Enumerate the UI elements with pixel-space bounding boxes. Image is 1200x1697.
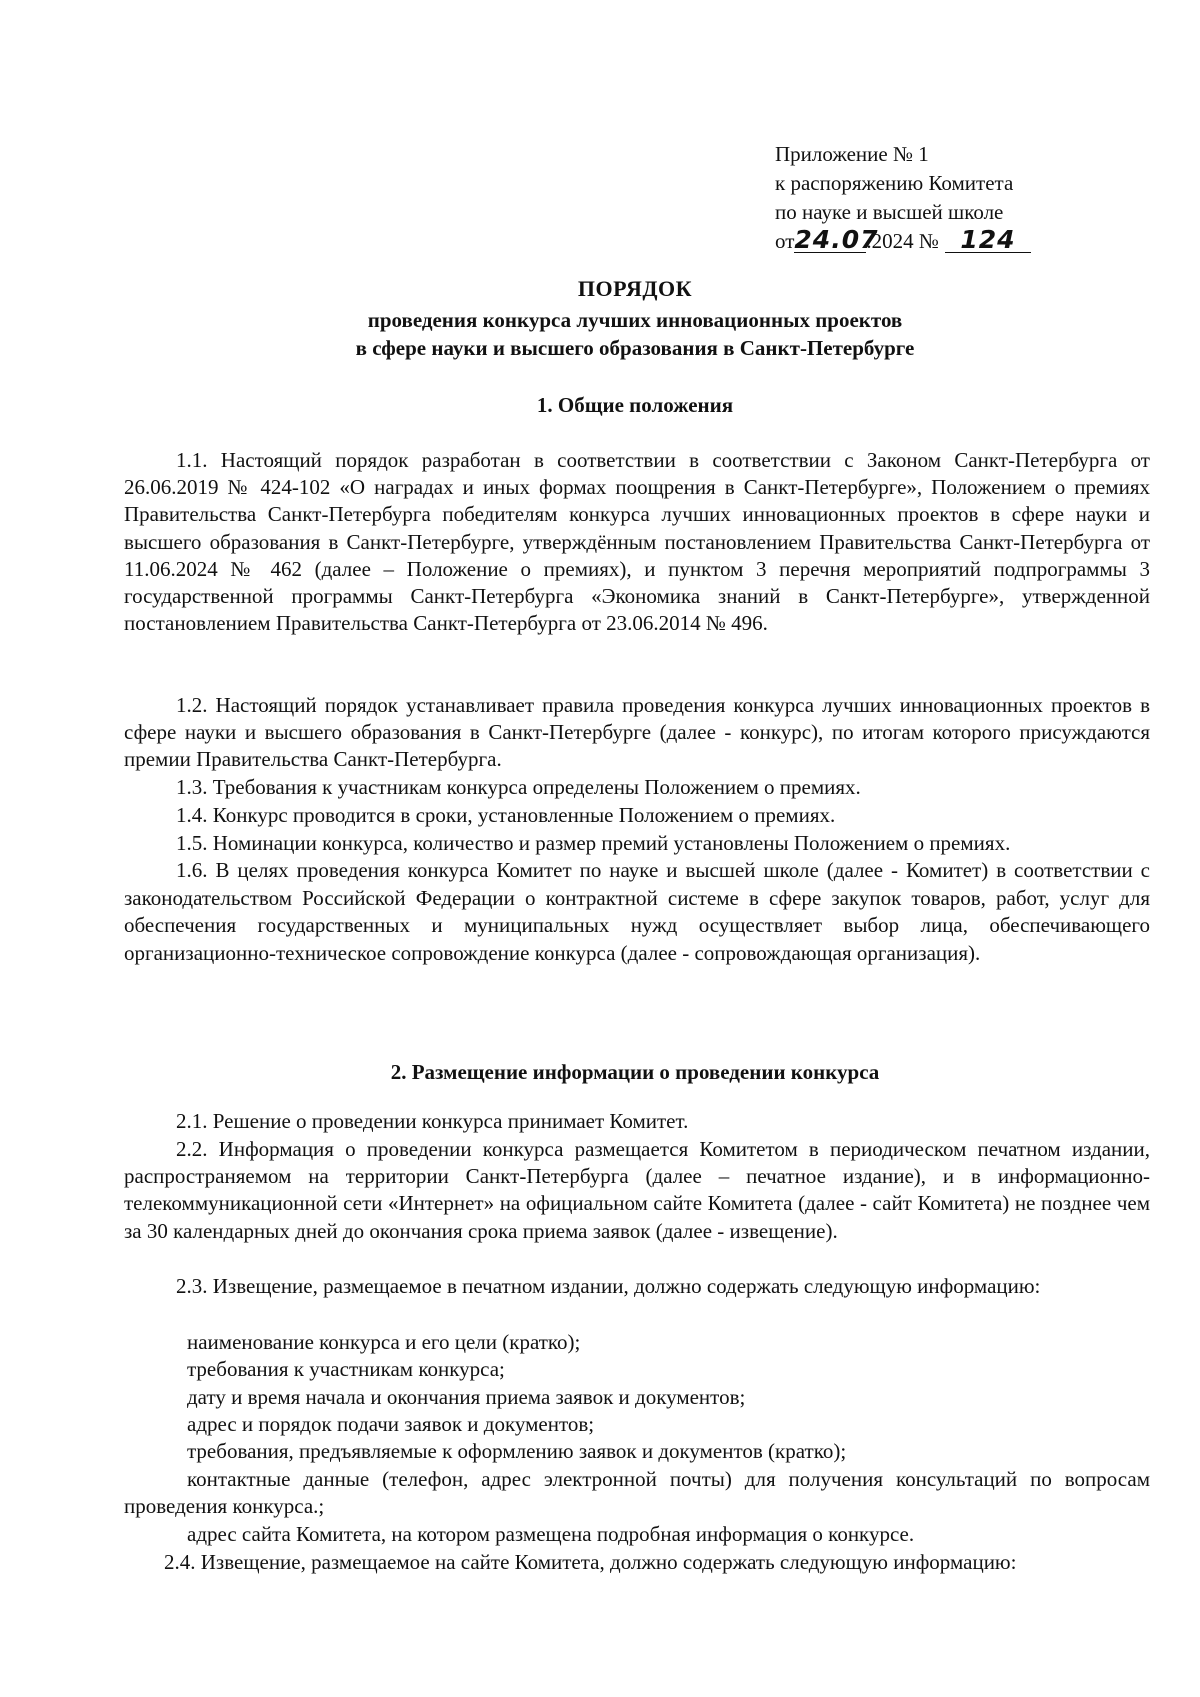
paragraph-1-3: 1.3. Требования к участникам конкурса определены Положением о премиях. xyxy=(176,775,861,799)
handwritten-number: 124 xyxy=(945,228,1031,253)
list-item: требования, предъявляемые к оформлению заявок и документов (кратко); xyxy=(187,1439,847,1463)
list-item: наименование конкурса и его цели (кратко); xyxy=(187,1330,581,1354)
paragraph-1-4: 1.4. Конкурс проводится в сроки, установленные Положением о премиях. xyxy=(176,803,836,827)
list-item-contacts: контактные данные (телефон, адрес электронной почты) для получения консультаций по вопросам проведения конкурса.; xyxy=(124,1467,1150,1519)
handwritten-date: 24.07 xyxy=(794,225,879,254)
paragraph-1-5: 1.5. Номинации конкурса, количество и размер премий установлены Положением о премиях. xyxy=(176,831,1011,855)
document-subtitle-line-2: в сфере науки и высшего образования в Санкт-Петербурге xyxy=(355,336,915,360)
paragraph-2-1: 2.1. Решение о проведении конкурса принимает Комитет. xyxy=(176,1109,689,1133)
paragraph-1-2: 1.2. Настоящий порядок устанавливает правила проведения конкурса лучших инновационных проектов в сфере науки и высшего образования в Санкт-Петербурге (далее - конкурс), по итогам которого присуждаются премии Правительства Санкт-Петербурга. xyxy=(124,693,1150,772)
list-item: дату и время начала и окончания приема заявок и документов; xyxy=(187,1385,746,1409)
annex-date-line xyxy=(775,227,1175,256)
annex-date-year: .2024 № xyxy=(866,229,939,253)
list-item-site: адрес сайта Комитета, на котором размещена подробная информация о конкурсе. xyxy=(187,1522,915,1546)
annex-line-3: по науке и высшей школе xyxy=(775,200,1004,224)
document-title: ПОРЯДОК xyxy=(577,276,693,301)
annex-date-prefix: от xyxy=(775,229,795,253)
paragraph-1-6: 1.6. В целях проведения конкурса Комитет по науке и высшей школе (далее - Комитет) в соответствии с законодательством Российской Федерации о контрактной системе в сфере закупок товаров, работ, услуг для обеспечения государственных и муниципальных нужд осуществляет выбор лица, обеспечивающего организационно-техническое сопровождение конкурса (далее - сопровождающая организация). xyxy=(124,858,1150,965)
annex-line-1: Приложение № 1 xyxy=(775,142,929,166)
paragraph-2-2: 2.2. Информация о проведении конкурса размещается Комитетом в периодическом печатном издании, распространяемом на территории Санкт-Петербурга (далее – печатное издание), и в информационно-телекоммуникационной сети «Интернет» на официальном сайте Комитета (далее - сайт Комитета) не позднее чем за 30 календарных дней до окончания срока приема заявок (далее - извещение). xyxy=(124,1137,1150,1243)
annex-line-2: к распоряжению Комитета xyxy=(775,171,1014,195)
document-subtitle-line-1: проведения конкурса лучших инновационных проектов xyxy=(367,308,903,332)
section-1-heading: 1. Общие положения xyxy=(536,393,734,417)
list-item: адрес и порядок подачи заявок и документов; xyxy=(187,1412,595,1436)
annex-header xyxy=(775,140,1175,256)
paragraph-2-3: 2.3. Извещение, размещаемое в печатном издании, должно содержать следующую информацию: xyxy=(176,1274,1041,1298)
paragraph-1-1: 1.1. Настоящий порядок разработан в соответствии в соответствии с Законом Санкт-Петербурга от 26.06.2019 № 424-102 «О наградах и иных формах поощрения в Санкт-Петербурге», Положением о премиях Правительства Санкт-Петербурга победителям конкурса лучших инновационных проектов в сфере науки и высшего образования в Санкт-Петербурге, утверждённым постановлением Правительства Санкт-Петербурга от 11.06.2024 № 462 (далее – Положение о премиях), и пунктом 3 перечня мероприятий подпрограммы 3 государственной программы Санкт-Петербурга «Экономика знаний в Санкт-Петербурге», утвержденной постановлением Правительства Санкт-Петербурга от 23.06.2014 № 496. xyxy=(124,448,1150,636)
paragraph-2-4: 2.4. Извещение, размещаемое на сайте Комитета, должно содержать следующую информацию: xyxy=(164,1550,1017,1574)
list-item: требования к участникам конкурса; xyxy=(187,1357,505,1381)
section-2-heading: 2. Размещение информации о проведении конкурса xyxy=(390,1060,880,1084)
